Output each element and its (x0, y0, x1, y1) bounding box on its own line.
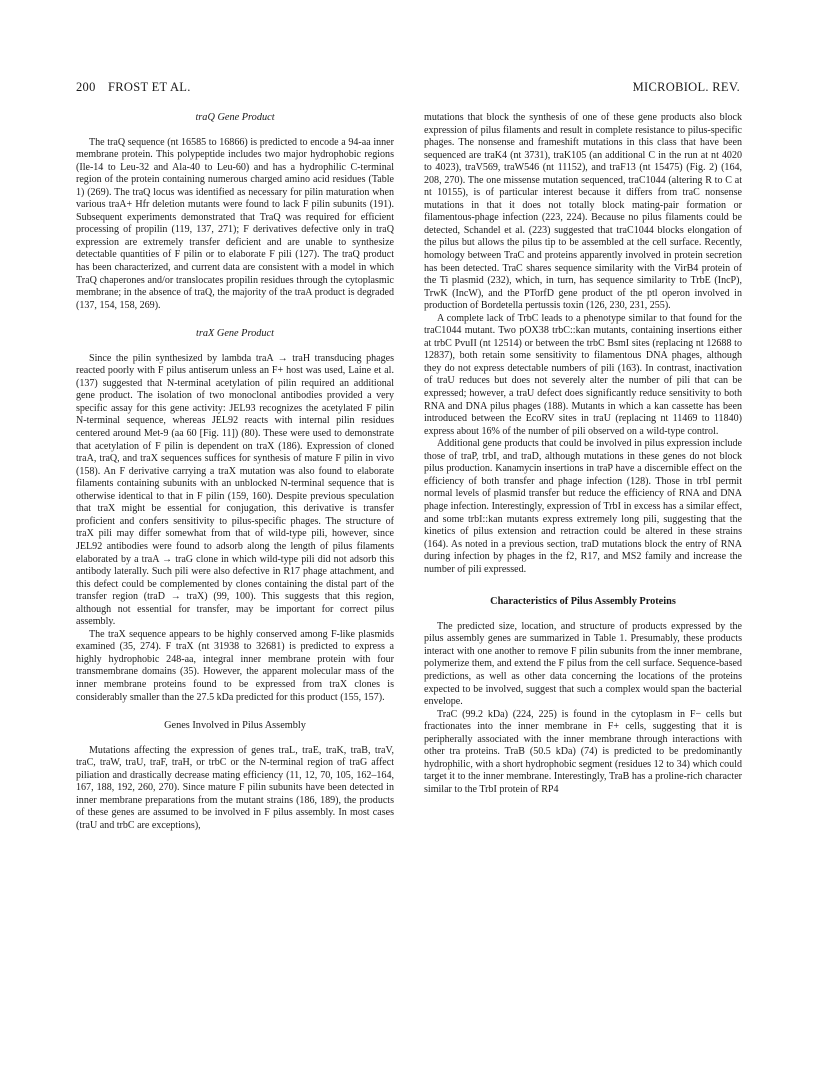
page-number: 200 (76, 80, 96, 94)
paragraph: A complete lack of TrbC leads to a phenotype similar to that found for the traC1044 mutant. Two pOX38 trbC::kan mutants, containing insertions either at trbC PvuII (nt 12514) or between the trbC BsmI sites (replacing nt 12688 to 12837), both retain some sensitivity to filamentous DNA phages, although they do not express detectable numbers of pili (163). In contrast, inactivation of traU reduces but does not severely alter the number of pili that can be expressed; however, a traU defect does significantly reduce sensitivity to both RNA and DNA pilus phages (188). Mutants in which a kan cassette has been introduced between the EcoRV sites in traU (replacing nt 11469 to 11840) express about 16% of the number of pili observed on a wild-type control. (424, 312, 742, 437)
paragraph: The predicted size, location, and structure of products expressed by the pilus assembly genes are summarized in Table 1. Presumably, these products interact with one another to remove F pilin subunits from the inner membrane, polymerize them, and extend the F pilus from the cell surface. Sequence-based predictions, as well as other data concerning the locations of the proteins expected to be involved, suggest that such a complex would span the bacterial envelope. (424, 620, 742, 708)
paragraph: Since the pilin synthesized by lambda traA → traH transducing phages reacted poorly with F pilus antiserum unless an F+ host was used, Laine et al. (137) suggested that N-terminal acetylation of pilin required an additional gene product. The isolation of two monoclonal antibodies provided a very specific assay for this gene activity: JEL93 recognizes the acetylated F pilin N-terminal sequence, whereas JEL92 reacts with internal pilin residues centered around Met-9 (aa 60 [Fig. 11]) (80). These were used to demonstrate that acetylation of F pilin is dependent on traX (186). Expression of cloned traA, traQ, and traX sequences suffices for synthesis of mature F pilin in vivo (158). An F derivative carrying a traX mutation was also found to elaborate filaments containing subunits with an unblocked N-terminal sequence that is otherwise identical to that in F pilin (159, 160). Despite previous speculation that traX might be essential for conjugation, this derivative is transfer proficient and confers sensitivity to pilus-specific phages. The structure of traX pili may differ somewhat from that of wild-type pili, however, since JEL92 antibodies were found to adsorb along the length of pilus filaments elaborated by a traA → traG clone in which wild-type pili did not adsorb this antibody laterally. Such pili were also defective in R17 phage attachment, and this defect could be complemented by clones containing the distal part of the transfer region (traD → traX) (99, 100). This suggests that this region, although not essential for transfer, may be important for correct pilus assembly. (76, 352, 394, 628)
paragraph: Mutations affecting the expression of genes traL, traE, traK, traB, traV, traC, traW, traU, traF, traH, or trbC or the N-terminal region of traG affect piliation and drastically decrease mating efficiency (11, 12, 70, 105, 162–164, 167, 188, 192, 260, 270). Since mature F pilin subunits have been detected in inner membrane preparations from the mutant strains (186, 189), the products of these genes are assumed to be involved in F pilus assembly. In most cases (traU and trbC are exceptions), (76, 744, 394, 831)
left-column (76, 112, 394, 832)
running-header (76, 80, 740, 98)
section-heading-pilus-assembly: Genes Involved in Pilus Assembly (164, 720, 306, 732)
section-heading-trax: traX Gene Product (196, 328, 274, 340)
section-heading-traq: traQ Gene Product (195, 112, 275, 123)
right-column (424, 112, 742, 796)
journal-name: MICROBIOL. REV. (632, 80, 740, 94)
paragraph: The traQ sequence (nt 16585 to 16866) is predicted to encode a 94-aa inner membrane protein. This polypeptide includes two major hydrophobic regions (Ile-14 to Leu-32 and Ala-40 to Leu-60) and has a hydrophilic C-terminal region of the protein containing numerous charged amino acid residues (Table 1) (269). The traQ locus was identified as necessary for pilin maturation when various traA+ Hfr deletion mutants were found to lack F pilin subunits (191). Subsequent experiments demonstrated that TraQ was required for efficient processing of propilin (119, 137, 271); F derivatives defective only in traQ expression are extremely transfer deficient and are unable to synthesize detectable quantities of F pilin or to elaborate F pili (127). The traQ product has been characterized, and current data are consistent with a model in which TraQ chaperones and/or translocates propilin residues through the cytoplasmic membrane; in the absence of traQ, the majority of the traA product is degraded (137, 154, 158, 269). (76, 136, 394, 311)
section-heading-characteristics: Characteristics of Pilus Assembly Proteins (490, 596, 676, 608)
paragraph: The traX sequence appears to be highly conserved among F-like plasmids examined (35, 274). F traX (nt 31938 to 32681) is predicted to express a highly hydrophobic 248-aa, integral inner membrane protein with four transmembrane domains (35). However, the apparent molecular mass of the inner membrane proteins found to be expressed from traX clones is considerably smaller than the 27.5 kDa predicted for this product (155, 157). (76, 628, 394, 703)
paragraph: mutations that block the synthesis of one of these gene products also block expression of pilus filaments and result in complete resistance to pilus-specific phages. The nonsense and frameshift mutations in this class that have been sequenced are traK4 (nt 3731), traK105 (an additional C in the run at nt 4020 to 4023), traV569, traW546 (nt 11152), and traF13 (nt 15475) (Fig. 2) (164, 208, 270). The one missense mutation sequenced, traC1044 (altering R to C at nt 10155), is of particular interest because it differs from traC nonsense mutations in that it does not totally block mating-pair formation or filamentous-phage infection (223, 224). Because no pilus filaments could be detected, Schandel et al. (223) suggested that traC1044 blocks elongation of the pilus but allows the pilus tip to be assembled at the cell surface. Recently, homology between TraC and proteins apparently involved in protein secretion has been detected. TraC shares sequence similarity with the VirB4 protein of the Ti plasmid (232), which, in turn, has sequence similarity to TrbE (IncP), TrwK (IncW), and the PTorfD gene product of the ptl operon involved in production of Bordetella pertussis toxin (126, 230, 231, 255). (424, 112, 742, 312)
paragraph: Additional gene products that could be involved in pilus expression include those of traP, trbI, and traD, although mutations in these genes do not block pilus production. Kanamycin insertions in traP have a discernible effect on the efficiency of both transfer and phage infection (128). Those in trbI permit normal levels of plasmid transfer but reduce the efficiency of RNA and DNA phage infection. Interestingly, expression of TrbI in excess has a similar effect, and some trbI::kan mutants express extremely long pili, suggesting that the kinetics of pilus extension and retraction could be altered in these strains (164). As noted in a previous section, traD mutations block the entry of RNA during infection by phages in the f2, R17, and MS2 family and increase the number of pili expressed. (424, 438, 742, 575)
running-authors: FROST ET AL. (108, 80, 191, 94)
paragraph: TraC (99.2 kDa) (224, 225) is found in the cytoplasm in F− cells but fractionates into the inner membrane in F+ cells, suggesting that it is peripherally associated with the inner membrane through interactions with other tra proteins. TraB (50.5 kDa) (74) is predicted to be predominantly hydrophilic, with a short hydrophobic segment (residues 12 to 34) which could target it to the inner membrane. Interestingly, TraB has a proline-rich character similar to the TrbI protein of RP4 (424, 708, 742, 795)
